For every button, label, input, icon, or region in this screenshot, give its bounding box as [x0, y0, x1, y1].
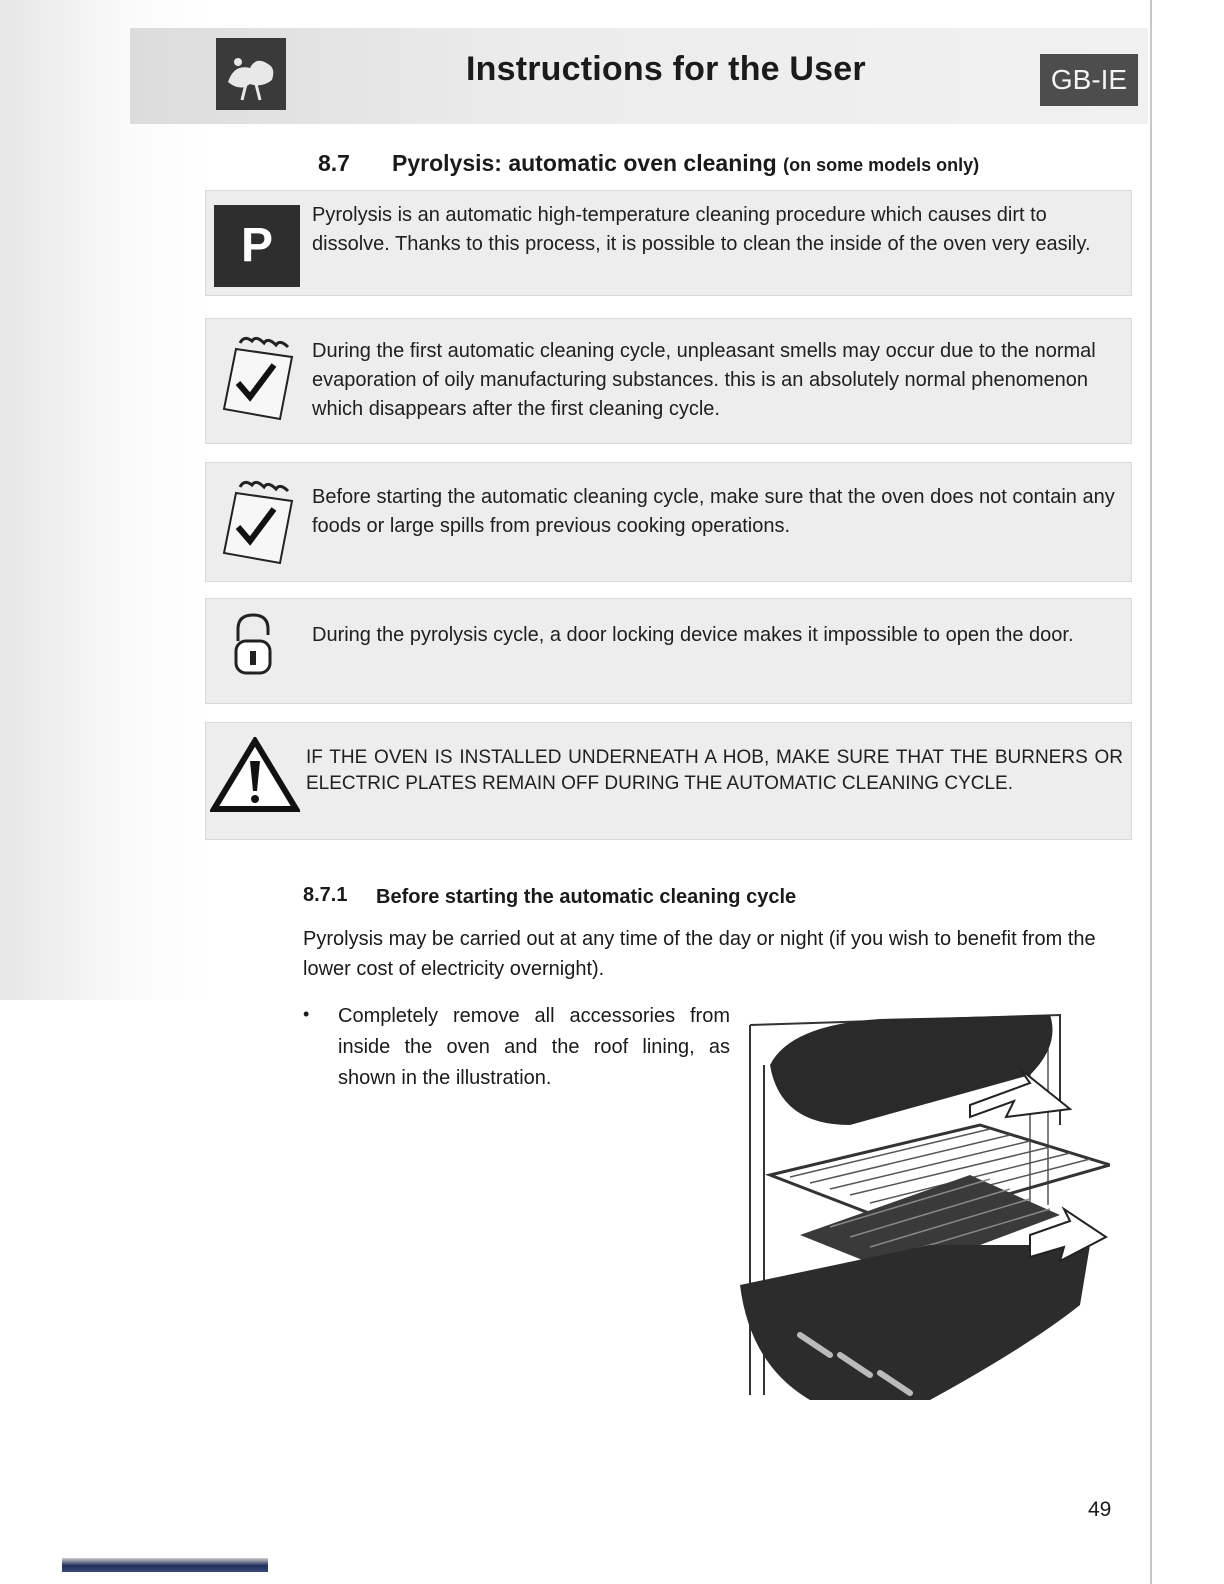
subsection-title: Before starting the automatic cleaning cycle [376, 886, 797, 908]
scan-shadow [0, 0, 210, 1000]
language-badge: GB-IE [1040, 54, 1138, 106]
notice-before-starting [205, 462, 1132, 582]
notice-text: During the pyrolysis cycle, a door locking device makes it impossible to open the door. [312, 624, 1074, 646]
oven-accessories-removal-illustration [730, 1005, 1110, 1400]
notice-hob-warning [205, 722, 1132, 840]
section-title-text: Pyrolysis: automatic oven cleaning [392, 150, 777, 176]
section-title [392, 150, 979, 177]
page-number: 49 [1088, 1498, 1112, 1521]
notice-door-lock [205, 598, 1132, 704]
notice-first-cycle-smell [205, 318, 1132, 444]
notice-text: Before starting the automatic cleaning cycle, make sure that the oven does not contain any foods or large spills from previous cooking operations. [312, 486, 1115, 537]
subsection-number: 8.7.1 [303, 884, 348, 906]
notice-text: Pyrolysis is an automatic high-temperature cleaning procedure which causes dirt to dissolve. Thanks to this process, it is possible to clean the inside of the oven very easily. [312, 204, 1091, 255]
notepad-check-icon [214, 475, 304, 570]
warning-triangle-icon [210, 737, 300, 818]
page-edge-rule [1150, 0, 1152, 1584]
notepad-check-icon [214, 331, 304, 426]
section-note: (on some models only) [783, 155, 980, 175]
p-icon: P [214, 205, 300, 287]
scan-artifact [62, 1558, 268, 1572]
bullet-marker: • [303, 1004, 310, 1024]
notice-text: During the first automatic cleaning cycle, unpleasant smells may occur due to the normal evaporation of oily manufacturing substances. this is an absolutely normal phenomenon which disappears after the first cleaning cycle. [312, 340, 1096, 420]
notice-pyrolysis-intro [205, 190, 1132, 296]
bullet-text: Completely remove all accessories from inside the oven and the roof lining, as shown in the illustration. [338, 1005, 730, 1089]
section-number: 8.7 [318, 150, 350, 176]
oven-cleaning-icon [216, 38, 286, 110]
padlock-icon [228, 611, 278, 684]
notice-text: IF THE OVEN IS INSTALLED UNDERNEATH A HOB, MAKE SURE THAT THE BURNERS OR ELECTRIC PLATES REMAIN OFF DURING THE AUTOMATIC CLEANING CYCLE. [306, 747, 1123, 794]
subsection-paragraph: Pyrolysis may be carried out at any time of the day or night (if you wish to benefit from the lower cost of electricity overnight). [303, 928, 1096, 980]
header-title: Instructions for the User [466, 50, 866, 88]
